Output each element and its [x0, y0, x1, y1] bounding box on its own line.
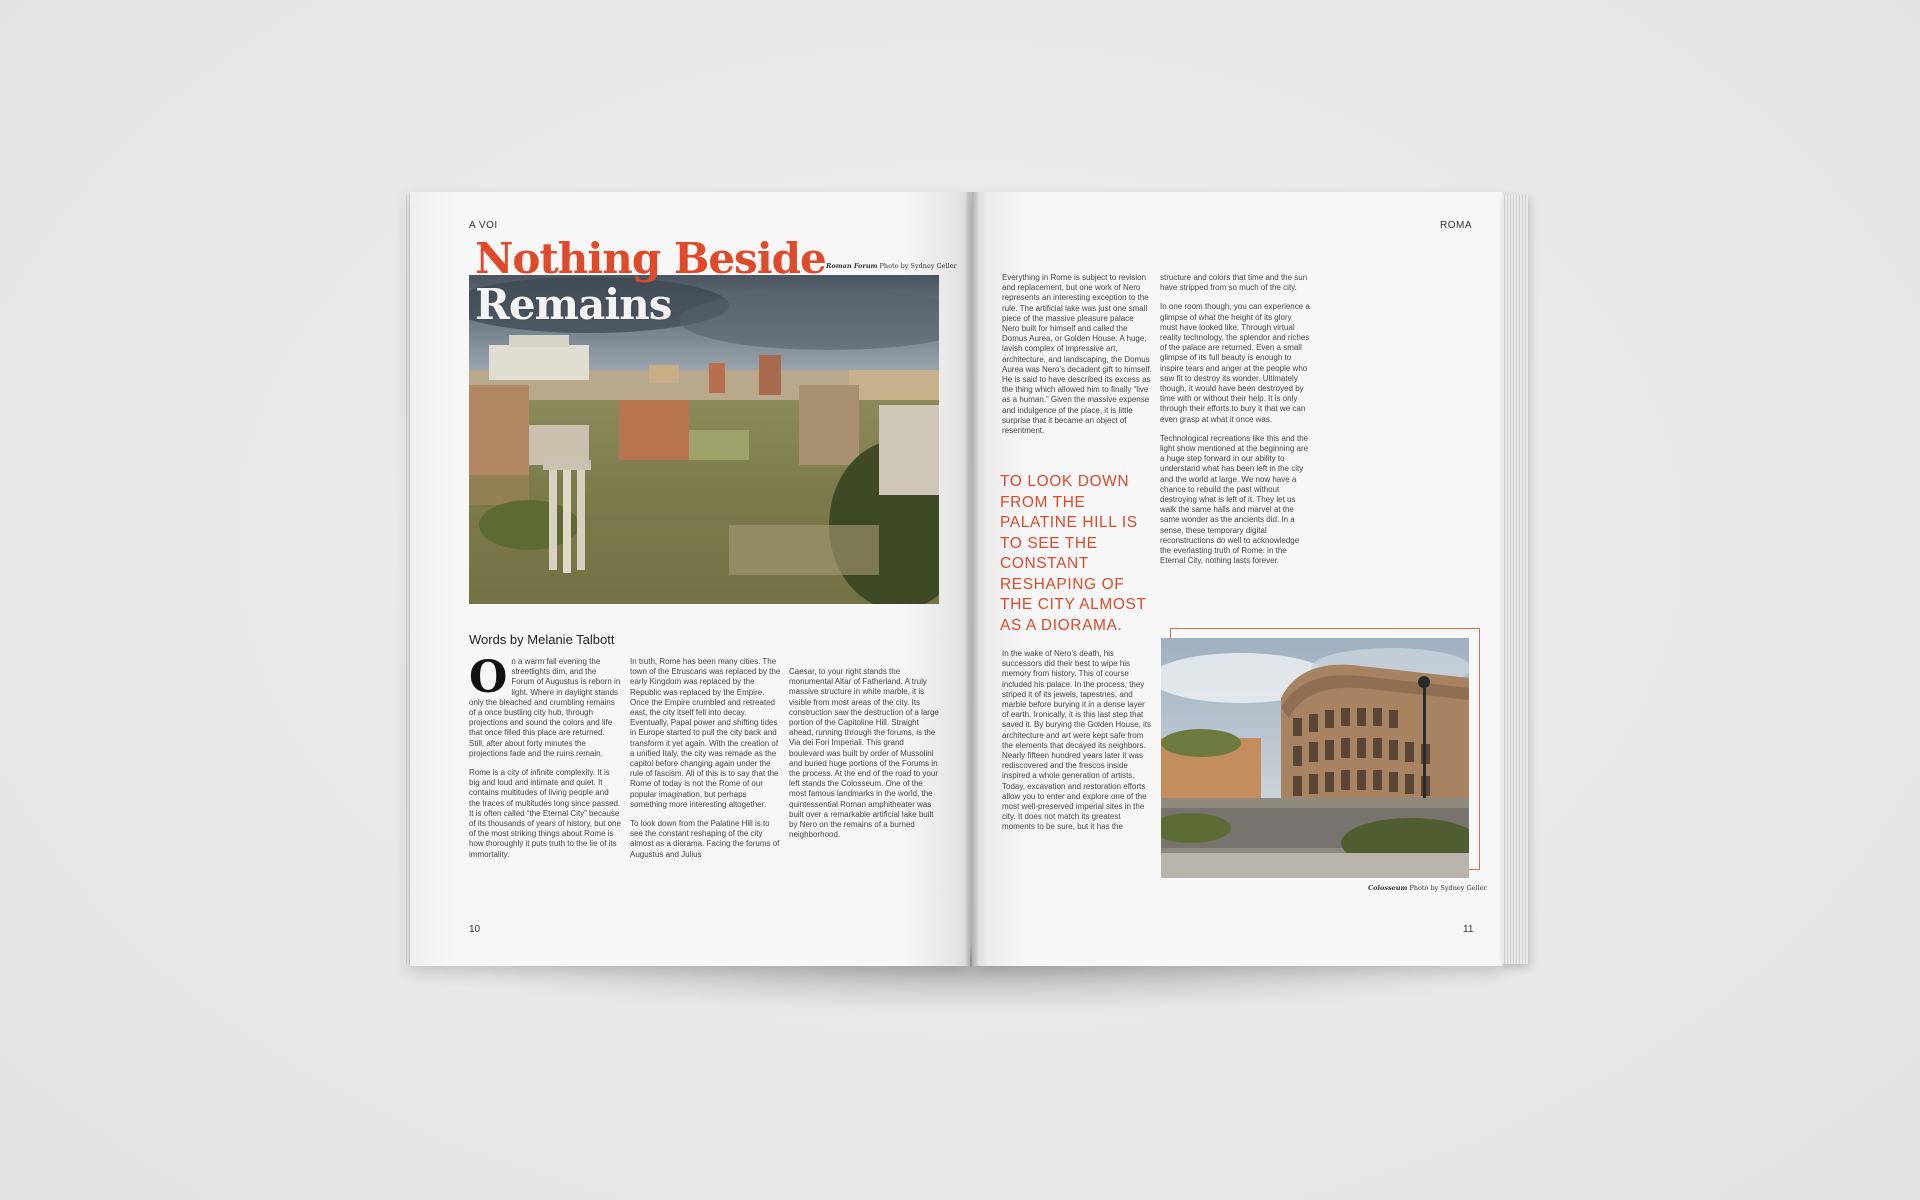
byline: Words by Melanie Talbott: [469, 632, 615, 647]
title-line-2: Remains: [475, 280, 672, 329]
title-line-1: Nothing Beside: [475, 234, 826, 283]
right-column-2: [1160, 273, 1310, 575]
right-page-number: 11: [1463, 924, 1474, 935]
col1-para-2: Rome is a city of infinite complexity. It is big and loud and intimate and quiet. It contains multitudes of living people and the traces of multitudes long since passed. It is often called “the Eternal City” because of its thousands of years of history, but one of the most striking things about Rome is how thoroughly it puts truth to the lie of its immortality.: [469, 768, 621, 859]
right-column-1-top: [1002, 273, 1152, 445]
right-page-edges: [1502, 194, 1528, 964]
right-col2-para-1: structure and colors that time and the sun have stripped from so much of the city.: [1160, 273, 1308, 293]
right-col1-top-para: Everything in Rome is subject to revision and replacement, but one work of Nero represents an interesting exception to the rule. The artificial lake was just one small piece of the massive pleasure palace Nero built for himself and called the Domus Aurea, or Golden House. A huge, lavish complex of impressive art, architecture, and landscaping, the Domus Aurea was Nero’s decadent gift to himself. He is said to have described its excess as the thing which allowed him to finally “live as a human.” Given the massive expense and indulgence of the place, it is little surprise that it became an object of resentment.: [1002, 273, 1152, 436]
right-col2-para-3: Technological recreations like this and the light show mentioned at the beginning are a huge step forward in our ability to understand what has been left in the city and the world at large. We now have a chance to rebuild the past without destroying what is left of it. They let us walk the same halls and marvel at the same wonder as the ancients did. In a sense, these temporary digital reconstructions do well to acknowledge the everlasting truth of Rome: in the Eternal City, nothing lasts forever.: [1160, 433, 1309, 566]
forum-credit-text: Photo by Sydney Geller: [879, 262, 957, 270]
article-title: [475, 236, 826, 328]
colosseum-credit-title: Colosseum: [1368, 884, 1408, 892]
left-running-header: A VOI: [469, 220, 498, 231]
col1-para-1: n a warm fall evening the streetlights dim, and the Forum of Augustus is reborn in light. Where in daylight stands only the bleached and crumbling remains of a once bustling city hub, through projections and sound the colors and life that once filled this place are returned. Still, after about forty minutes the projections fade and the ruins remain.: [469, 657, 621, 758]
dropcap: O: [469, 652, 508, 703]
left-column-3: [789, 667, 941, 849]
right-col2-para-2: In one room though, you can experience a glimpse of what the height of its glory must have looked like. Through virtual reality technology, the splendor and riches of the palace are returned. Even a small glimpse of its full beauty is enough to inspire tears and anger at the people who saw fit to destroy its wonder. Ultimately though, it would have been destroyed by time with or without their help. It is only through their efforts to bury it that we can even grasp at what it once was.: [1160, 302, 1310, 424]
col2-para-1: In truth, Rome has been many cities. The town of the Etruscans was replaced by the early Kingdom was replaced by the Republic was replaced by the Empire. Once the Empire crumbled and retreated east, the city itself fell into decay. Eventually, Papal power and shifting tides in Europe started to pull the city back and transform it yet again. With the creation of a unified Italy, the city was remade as the capitol before changing again under the rule of fascism. All of this is to say that the Rome of today is not the Rome of our popular imagination, but perhaps something more interesting altogether.: [630, 657, 781, 809]
left-page-number: 10: [469, 924, 481, 935]
col3-para-1: Caesar, to your right stands the monumental Altar of Fatherland. A truly massive structure in white marble, it is visible from most areas of the city. Its construction saw the destruction of a large portion of the Capitoline Hill. Straight ahead, running through the forums, is the Via dei Fori Imperiali. This grand boulevard was built by order of Mussolini and buried huge portions of the Forums in the process. At the end of the road to your left stands the Colosseum. One of the most famous landmarks in the world, the quintessential Roman amphitheater was built over a remarkable artificial lake built by Nero on the remains of a burned neighborhood.: [789, 667, 939, 840]
right-running-header: ROMA: [1440, 220, 1472, 231]
colosseum-credit-text: Photo by Sydney Geller: [1409, 884, 1487, 892]
left-column-1: [469, 652, 621, 869]
colosseum-photo-credit: [1368, 884, 1487, 892]
colosseum-photo: [1161, 638, 1469, 878]
right-col1-bottom-para: In the wake of Nero’s death, his successors did their best to wipe his memory from history. This of course included his palace. In the process, they striped it of its jewels, tapestries, and marble before burying it in a dense layer of earth. Ironically, it is this last step that saved it. By burying the Golden House, its architecture and art were kept safe from the elements that decayed its neighbors. Nearly fifteen hundred years later it was rediscovered and the frescos inside inspired a whole generation of artists. Today, excavation and restoration efforts allow you to enter and explore one of the most well-preserved imperial sites in the city. It does not match its greatest moments to be sure, but it has the: [1002, 649, 1151, 832]
left-column-2: [630, 657, 782, 869]
forum-credit-title: Roman Forum: [826, 262, 878, 270]
pull-quote: TO LOOK DOWN FROM THE PALATINE HILL IS TO SEE THE CONSTANT RESHAPING OF THE CITY ALMOST AS A DIORAMA.: [1000, 473, 1147, 634]
magazine-spine: [966, 192, 978, 966]
forum-photo-credit: [826, 262, 957, 270]
col2-para-2: To look down from the Palatine Hill is to see the constant reshaping of the city almost as a diorama. Facing the forums of Augustus and Julius: [630, 819, 780, 859]
right-column-1-bottom: [1002, 649, 1152, 842]
